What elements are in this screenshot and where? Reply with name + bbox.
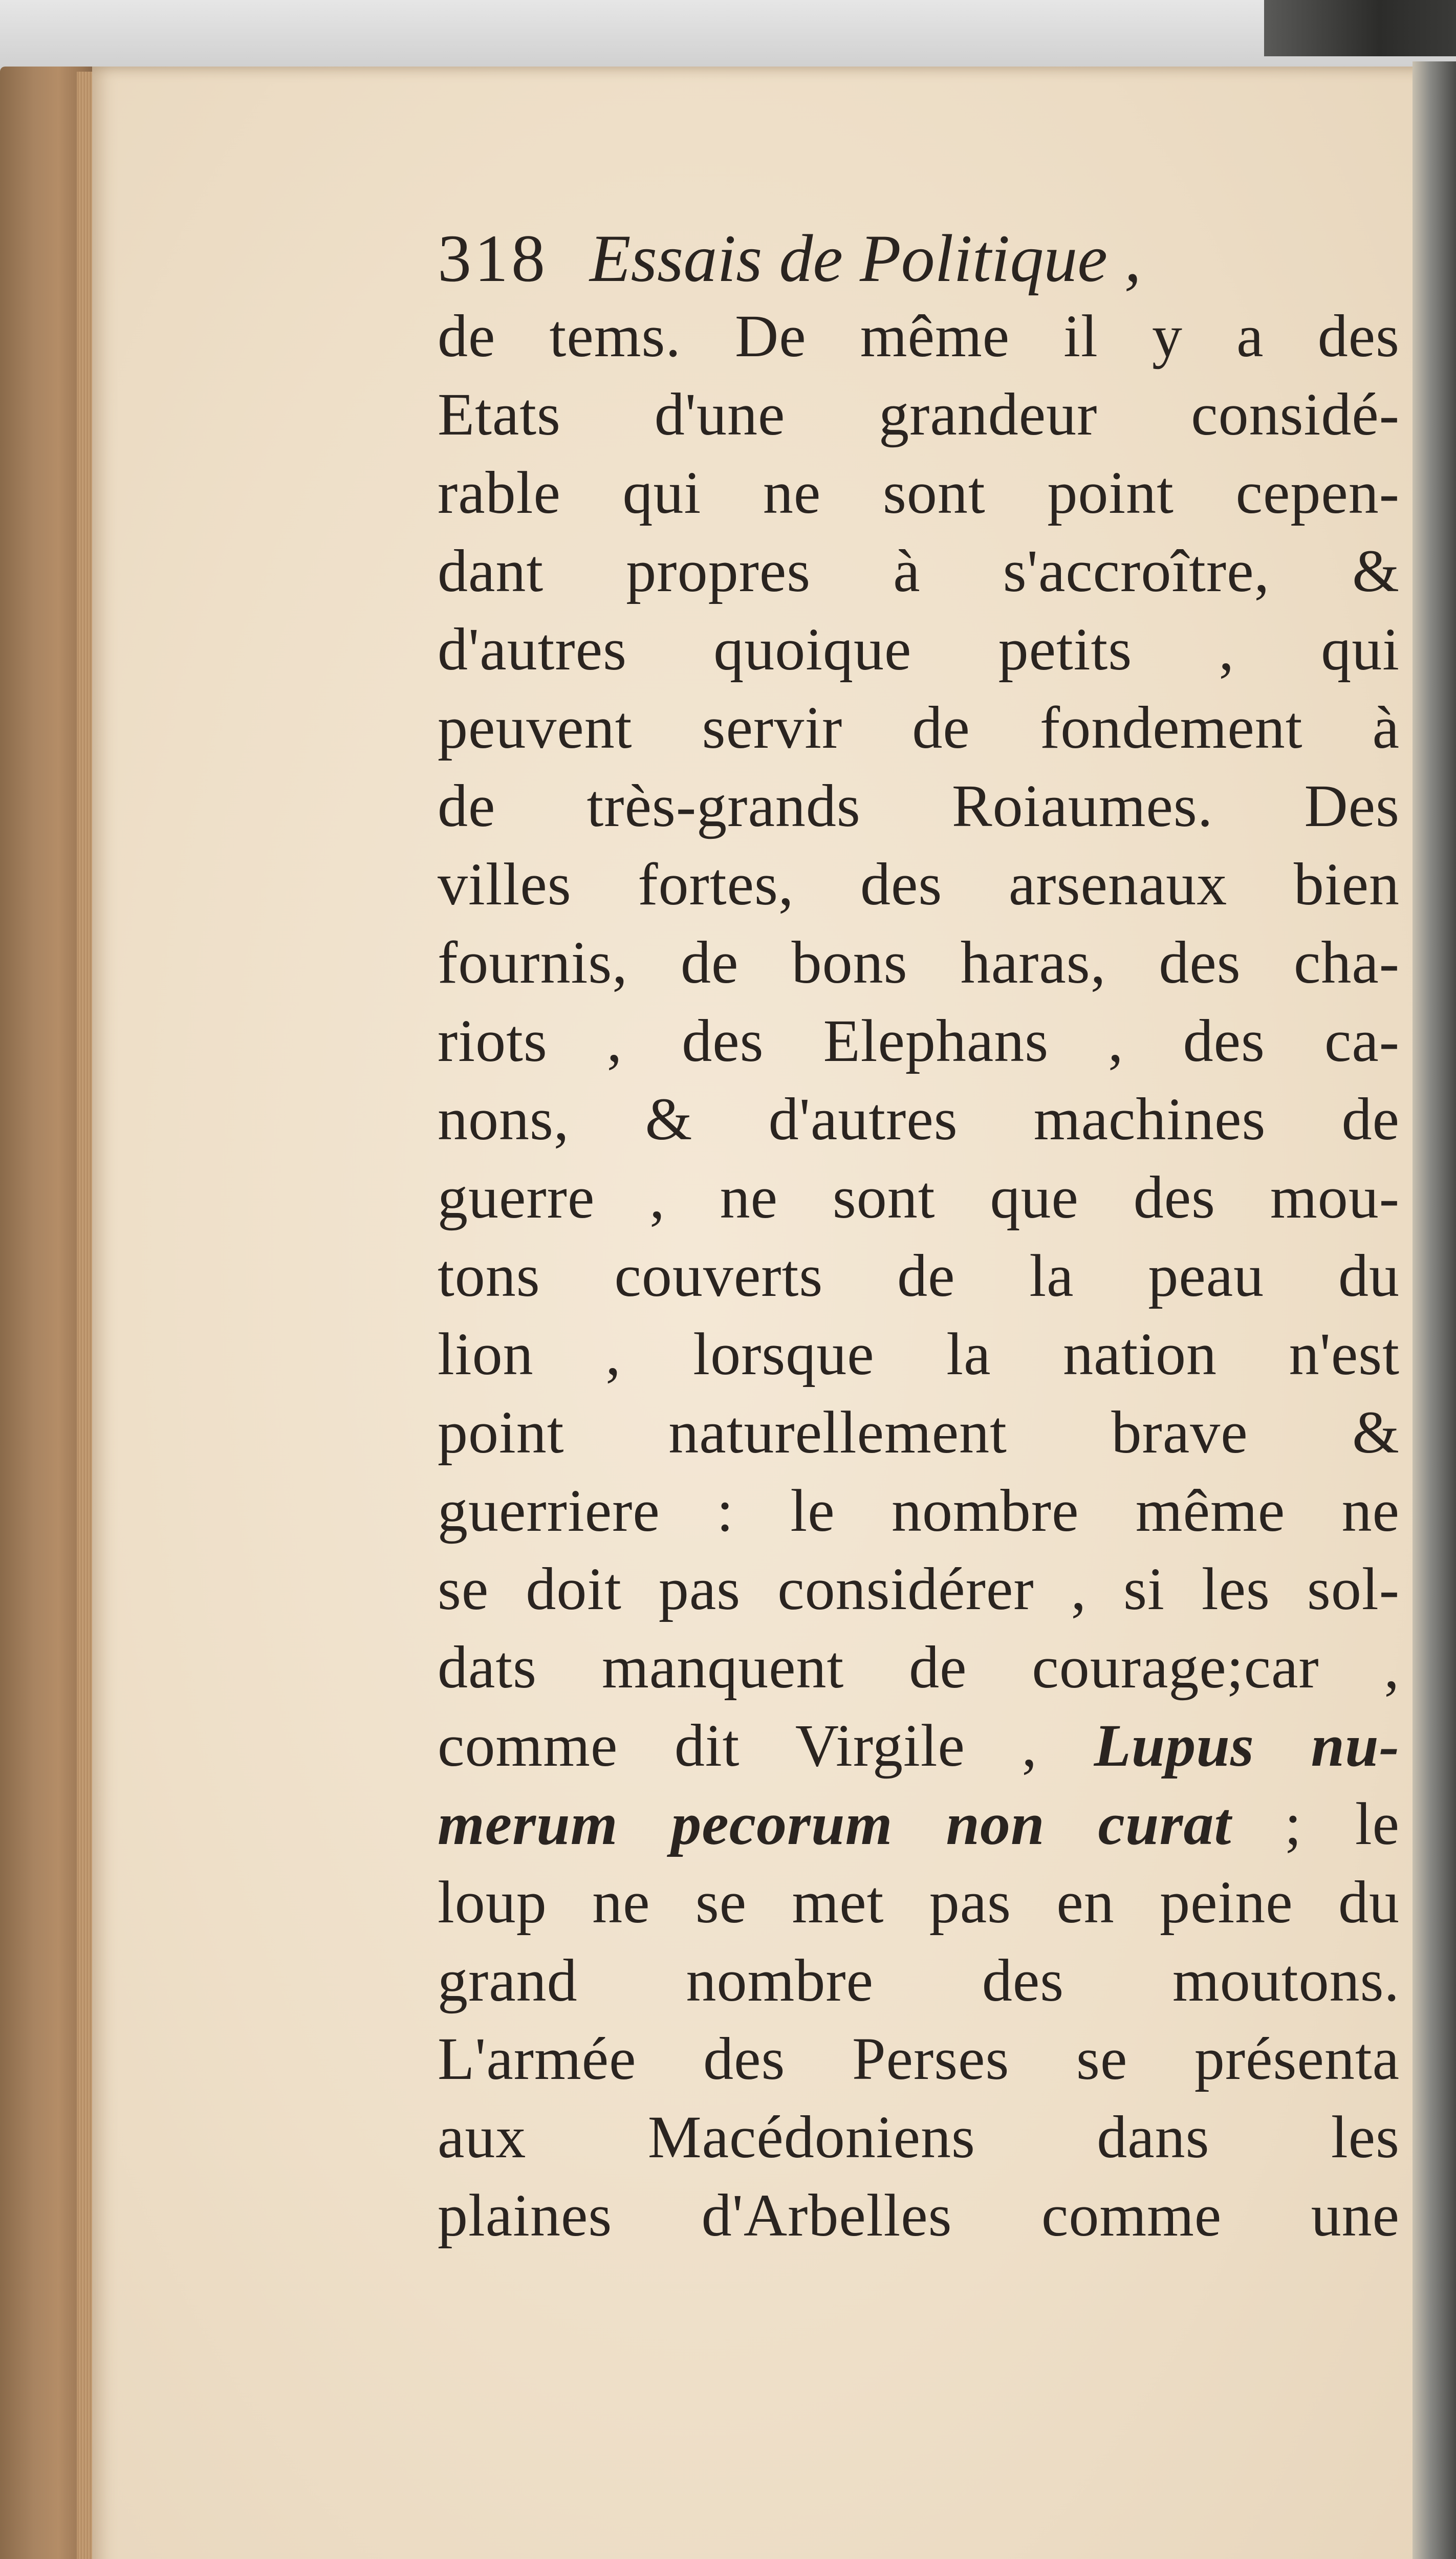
latin-quote: merum pecorum non curat <box>438 1790 1232 1857</box>
text-line: se doit pas considérer , si les sol- <box>438 1555 1400 1622</box>
text-line: riots , des Elephans , des ca- <box>438 1007 1400 1074</box>
text-line: nons, & d'autres machines de <box>438 1086 1400 1153</box>
text-line: fournis, de bons haras, des cha- <box>438 929 1400 996</box>
text-line: dant propres à s'accroître, & <box>438 537 1400 604</box>
text-line: rable qui ne sont point cepen- <box>438 459 1400 526</box>
text-segment: comme dit Virgile , <box>438 1712 1094 1779</box>
text-line: lion , lorsque la nation n'est <box>438 1320 1400 1387</box>
running-head <box>438 220 1141 297</box>
text-line: de très-grands Roiaumes. Des <box>438 772 1400 839</box>
text-line: guerre , ne sont que des mou- <box>438 1164 1400 1231</box>
text-line: de tems. De même il y a des <box>438 302 1400 370</box>
text-line: aux Macédoniens dans les <box>438 2103 1400 2171</box>
text-line: plaines d'Arbelles comme une <box>438 2182 1400 2249</box>
text-line-mixed <box>438 1706 1400 1785</box>
text-line: d'autres quoique petits , qui <box>438 616 1400 683</box>
latin-quote: Lupus nu- <box>1094 1712 1400 1779</box>
text-line: tons couverts de la peau du <box>438 1242 1400 1309</box>
book-clamp-top <box>1264 0 1456 56</box>
page-number: 318 <box>438 221 548 296</box>
text-line: loup ne se met pas en peine du <box>438 1869 1400 1936</box>
text-line: Etats d'une grandeur considé- <box>438 381 1400 448</box>
book-gutter <box>1412 61 1456 2559</box>
text-line: point naturellement brave & <box>438 1399 1400 1466</box>
text-segment: ; le <box>1231 1790 1400 1857</box>
text-line: peuvent servir de fondement à <box>438 694 1400 761</box>
running-title: Essais de Politique , <box>590 221 1141 296</box>
text-line: grand nombre des moutons. <box>438 1947 1400 2014</box>
text-line: guerriere : le nombre même ne <box>438 1477 1400 1544</box>
text-line: villes fortes, des arsenaux bien <box>438 851 1400 918</box>
body-text <box>438 297 1400 2254</box>
text-line: L'armée des Perses se présenta <box>438 2025 1400 2092</box>
scan-background-top <box>0 0 1456 72</box>
text-line: dats manquent de courage;car , <box>438 1634 1400 1701</box>
text-line-mixed <box>438 1785 1400 1863</box>
